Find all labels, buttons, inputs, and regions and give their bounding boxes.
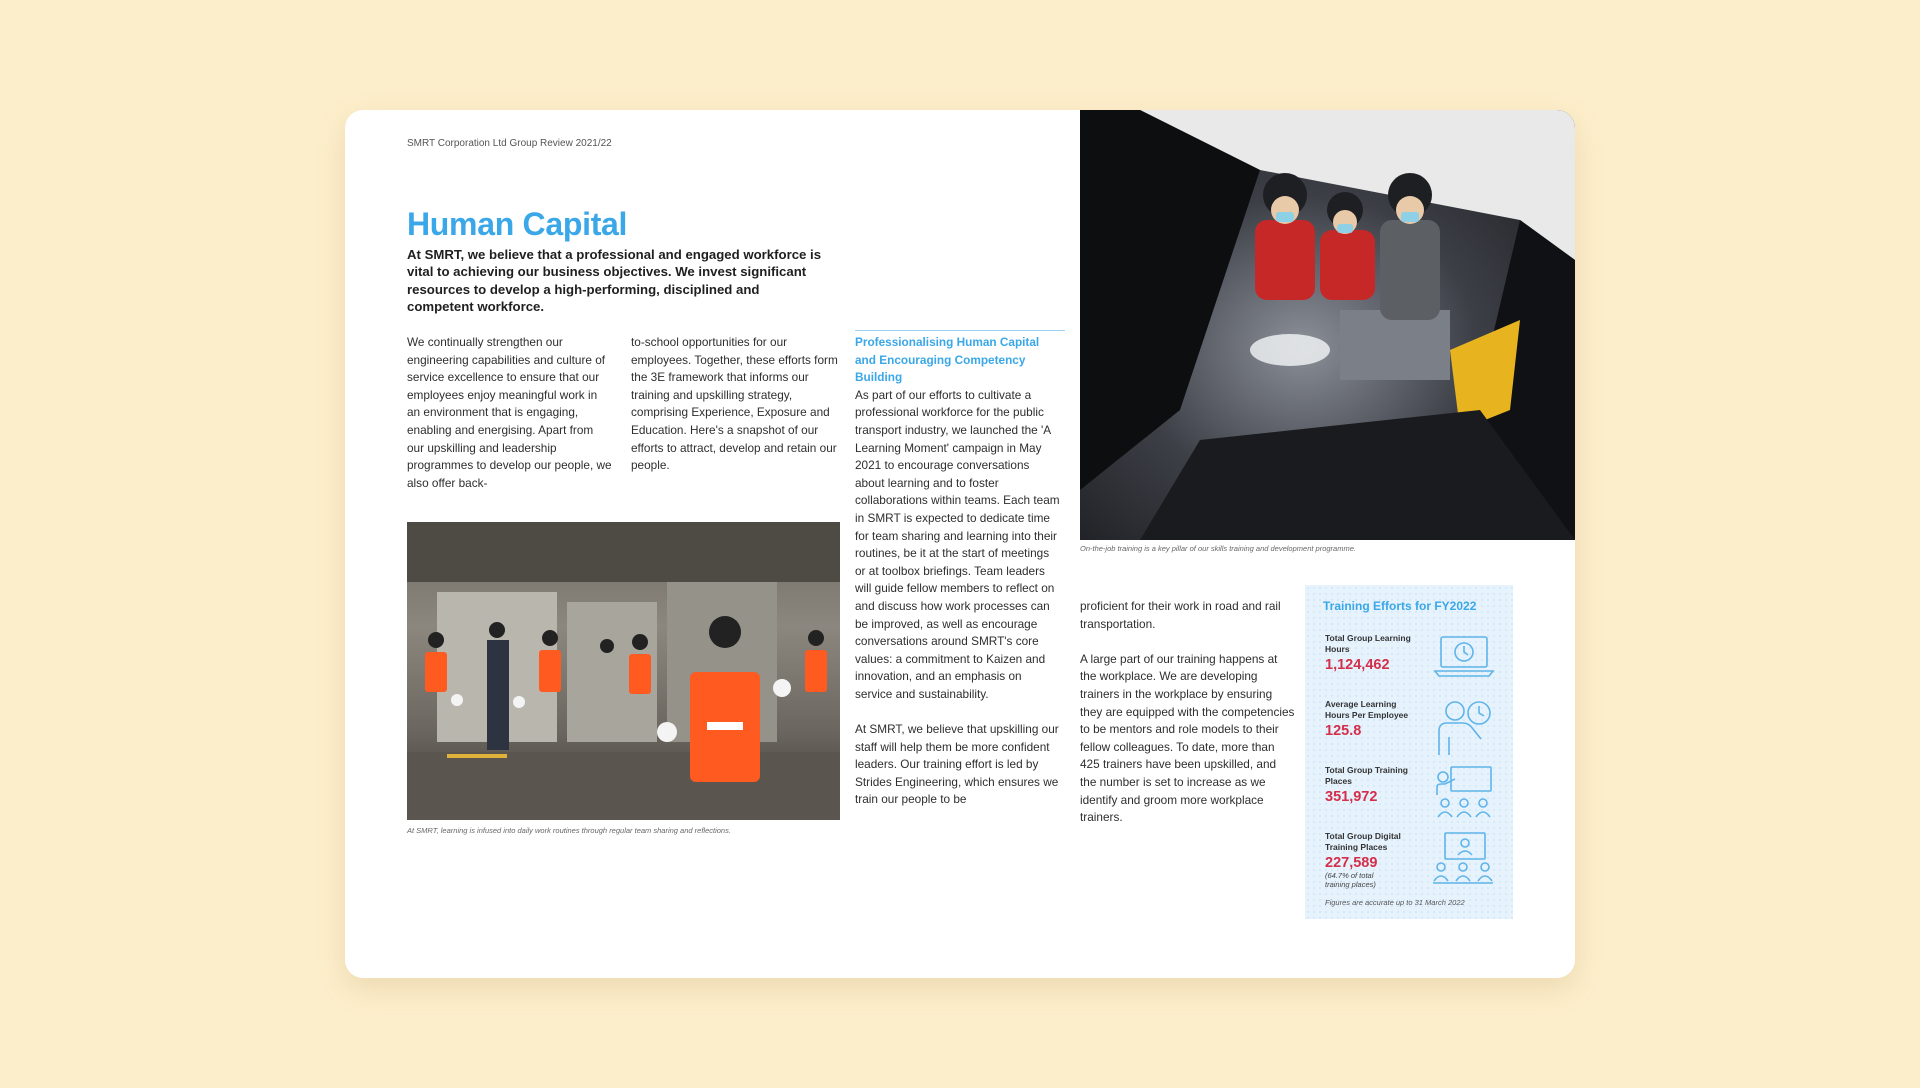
body-column-3 — [855, 334, 1060, 809]
stat-value: 351,972 — [1325, 789, 1378, 805]
photo-caption: At SMRT, learning is infused into daily work routines through regular team sharing and reflections. — [407, 826, 731, 835]
page-header: SMRT Corporation Ltd Group Review 2021/22 — [407, 138, 612, 149]
stat-avg-hours — [1325, 699, 1495, 759]
body-column-2 — [631, 334, 841, 475]
stat-note: (64.7% of total training places) — [1325, 871, 1376, 889]
stat-value: 125.8 — [1325, 723, 1362, 739]
stat-digital-places — [1325, 831, 1495, 891]
stat-label: Total Group Training Places — [1325, 765, 1408, 786]
body-column-4 — [1080, 598, 1295, 827]
stat-value: 227,589 — [1325, 855, 1378, 871]
vehicle-training-photo — [1080, 110, 1575, 540]
team-briefing-photo — [407, 522, 840, 820]
stat-learning-hours — [1325, 633, 1495, 693]
stat-label: Average Learning Hours Per Employee — [1325, 699, 1409, 720]
team-briefing-illustration — [407, 522, 840, 820]
body-text: At SMRT, we believe that upskilling our staff will help them be more confident leaders. Our training effort is led by Strides Engineering, which ensures we train our people to be — [855, 722, 1059, 807]
stat-label: Total Group Digital Training Places — [1325, 831, 1401, 852]
classroom-icon — [1433, 765, 1495, 821]
body-text: A large part of our training happens at the workplace. We are developing trainers in the workplace by ensuring they are equipped with the competencies to be mentors and role models to their fellow colleagues. To date, more than 425 trainers have been upskilled, and the number is set to increase as we identify and groom more workplace trainers. — [1080, 651, 1295, 825]
stat-label: Total Group Learning Hours — [1325, 633, 1411, 654]
section-divider — [855, 330, 1065, 331]
person-clock-icon — [1433, 699, 1495, 757]
vehicle-training-illustration — [1080, 110, 1575, 540]
body-column-1 — [407, 334, 612, 492]
photo-caption: On-the-job training is a key pillar of our skills training and development programme. — [1080, 544, 1356, 553]
laptop-clock-icon — [1433, 633, 1495, 679]
training-efforts-panel — [1305, 585, 1513, 919]
body-text: proficient for their work in road and rail transportation. — [1080, 599, 1281, 631]
digital-classroom-icon — [1431, 831, 1495, 887]
report-page — [345, 110, 1575, 978]
stat-value: 1,124,462 — [1325, 657, 1390, 673]
lead-paragraph: At SMRT, we believe that a professional and engaged workforce is vital to achieving our business objectives. We invest significant resources to develop a high-performing, disciplined and competent workforce. — [407, 247, 822, 315]
body-text: As part of our efforts to cultivate a professional workforce for the public transport industry, we launched the 'A Learning Moment' campaign in May 2021 to encourage conversations about learning and to foster collaborations within teams. Each team in SMRT is expected to dedicate time for team sharing and learning into their routines, be it at the start of meetings or at toolbox briefings. Team leaders will guide fellow members to reflect on and discuss how work processes can be improved, as well as encourage conversations around SMRT's core values: a commitment to Kaizen and innovation, and an emphasis on service and sustainability. — [855, 387, 1060, 701]
stat-training-places — [1325, 765, 1495, 825]
panel-footnote: Figures are accurate up to 31 March 2022 — [1325, 898, 1465, 907]
section-subheading: Professionalising Human Capital and Encouraging Competency Building — [855, 335, 1040, 385]
page-title: Human Capital — [407, 206, 628, 242]
panel-title: Training Efforts for FY2022 — [1323, 599, 1477, 613]
body-text: to-school opportunities for our employees. Together, these efforts form the 3E framework that informs our training and upskilling strategy, comprising Experience, Exposure and Education. Here's a snapshot of our efforts to attract, develop and retain our people. — [631, 335, 838, 473]
body-text: We continually strengthen our engineering capabilities and culture of service excellence to ensure that our employees enjoy meaningful work in an environment that is engaging, enabling and energising. Apart from our upskilling and leadership programmes to develop our people, we also offer back- — [407, 335, 612, 490]
